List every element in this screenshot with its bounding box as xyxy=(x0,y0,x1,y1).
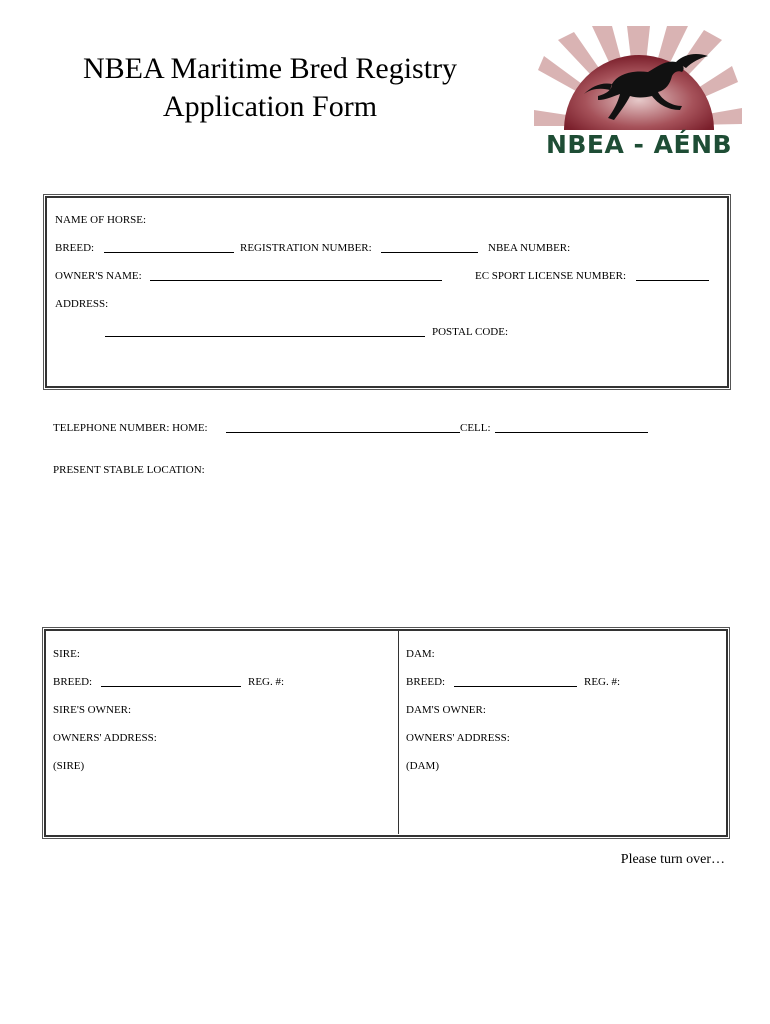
nbea-number-label: NBEA NUMBER: xyxy=(488,242,571,254)
dam-note: (DAM) xyxy=(406,760,439,772)
ec-sport-license-label: EC SPORT LICENSE NUMBER: xyxy=(475,270,627,282)
sire-dam-divider xyxy=(398,631,399,834)
breed-label: BREED: xyxy=(55,242,95,254)
sire-breed-field[interactable] xyxy=(101,676,241,687)
sire-owners-address-label: OWNERS' ADDRESS: xyxy=(53,732,157,744)
dam-label: DAM: xyxy=(406,648,435,660)
cell-label: CELL: xyxy=(460,422,491,434)
ec-sport-license-field[interactable] xyxy=(636,270,709,281)
title-line-2: Application Form xyxy=(162,90,378,123)
registration-number-field[interactable] xyxy=(381,242,478,253)
logo-text: NBEA - AÉNB xyxy=(545,130,733,159)
sires-owner-label: SIRE'S OWNER: xyxy=(53,704,132,716)
form-title xyxy=(40,50,500,126)
breed-field[interactable] xyxy=(104,242,234,253)
owners-name-label: OWNER'S NAME: xyxy=(55,270,142,282)
sire-reg-label: REG. #: xyxy=(248,676,285,688)
dam-owners-address-label: OWNERS' ADDRESS: xyxy=(406,732,510,744)
please-turn-over: Please turn over… xyxy=(620,852,725,867)
name-of-horse-label: NAME OF HORSE: xyxy=(55,214,147,226)
present-stable-location-label: PRESENT STABLE LOCATION: xyxy=(53,464,205,476)
dam-reg-label: REG. #: xyxy=(584,676,621,688)
telephone-home-label: TELEPHONE NUMBER: HOME: xyxy=(53,422,208,434)
sire-note: (SIRE) xyxy=(53,760,85,772)
dam-breed-label: BREED: xyxy=(406,676,446,688)
owners-name-field[interactable] xyxy=(150,270,442,281)
cell-field[interactable] xyxy=(495,422,648,433)
address-field[interactable] xyxy=(105,326,425,337)
dams-owner-label: DAM'S OWNER: xyxy=(406,704,486,716)
address-label: ADDRESS: xyxy=(55,298,109,310)
dam-breed-field[interactable] xyxy=(454,676,577,687)
telephone-home-field[interactable] xyxy=(226,422,460,433)
horse-info-box xyxy=(45,196,729,388)
postal-code-label: POSTAL CODE: xyxy=(432,326,509,338)
sire-label: SIRE: xyxy=(53,648,80,660)
title-line-1: NBEA Maritime Bred Registry xyxy=(82,52,458,85)
registration-number-label: REGISTRATION NUMBER: xyxy=(240,242,372,254)
sire-breed-label: BREED: xyxy=(53,676,93,688)
